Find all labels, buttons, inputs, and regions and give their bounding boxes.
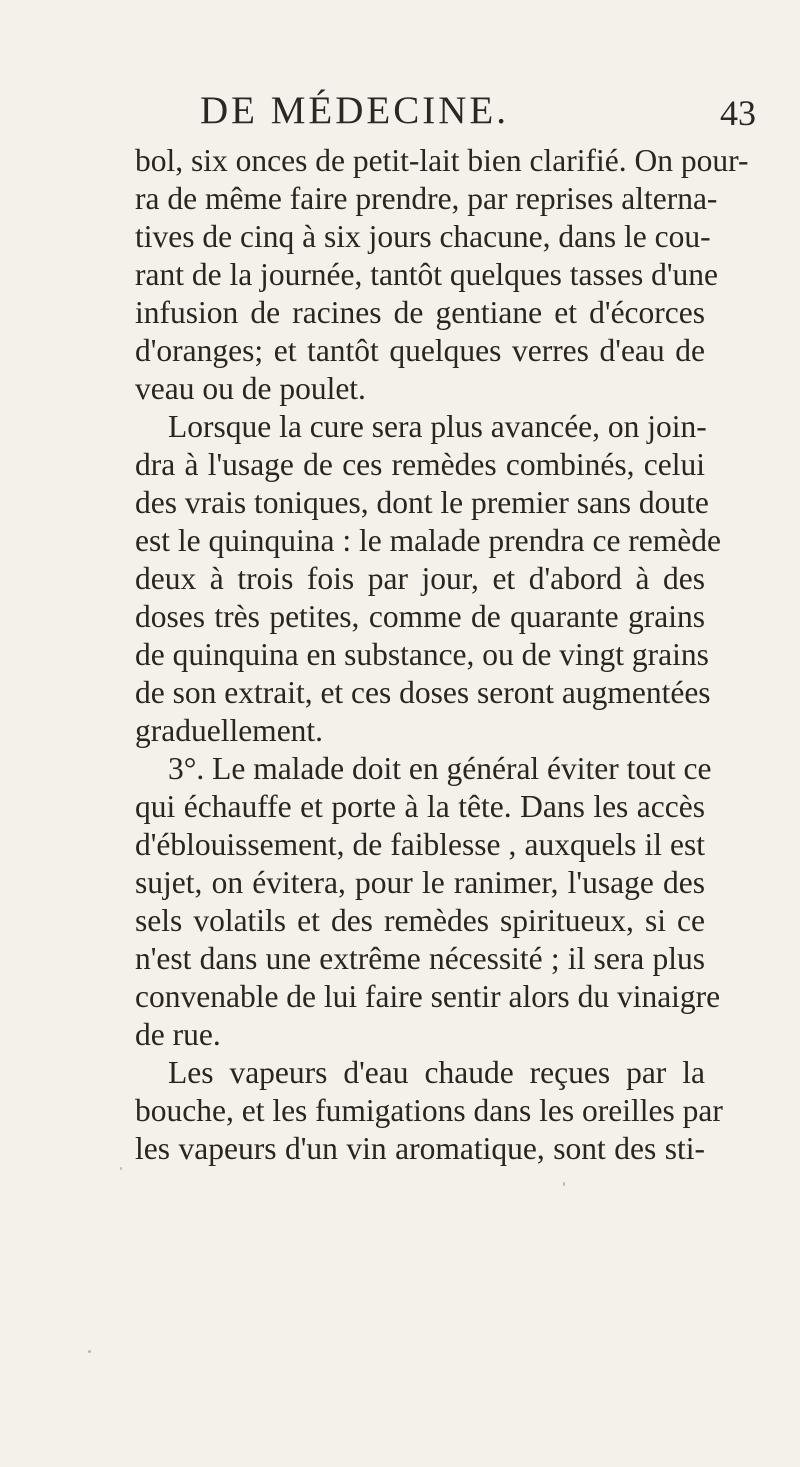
text-line: infusion de racines de gentiane et d'écorces [135, 295, 705, 330]
paper-speck [563, 1182, 565, 1186]
paragraph-first-line: 3°. Le malade doit en général éviter tout ce [168, 751, 712, 786]
text-line: rant de la journée, tantôt quelques tasses d'une [135, 257, 718, 292]
running-title: DE MÉDECINE. [200, 89, 509, 132]
text-line: doses très petites, comme de quarante grains [135, 599, 705, 634]
text-line: sujet, on évitera, pour le ranimer, l'usage des [135, 865, 705, 900]
paragraph-first-line: Les vapeurs d'eau chaude reçues par la [168, 1055, 705, 1090]
text-line: de rue. [135, 1017, 221, 1052]
text-line: les vapeurs d'un vin aromatique, sont des sti- [135, 1131, 705, 1166]
text-line: ra de même faire prendre, par reprises alterna- [135, 181, 718, 216]
text-line: sels volatils et des remèdes spiritueux, si ce [135, 903, 705, 938]
paper-speck [88, 1350, 91, 1353]
page-number: 43 [720, 93, 756, 133]
text-line: convenable de lui faire sentir alors du vinaigre [135, 979, 721, 1014]
text-line: n'est dans une extrême nécessité ; il sera plus [135, 941, 705, 976]
text-line: qui échauffe et porte à la tête. Dans les accès [135, 789, 705, 824]
text-line: des vrais toniques, dont le premier sans doute [135, 485, 709, 520]
paragraph-first-line: Lorsque la cure sera plus avancée, on join- [168, 409, 707, 444]
text-line: bouche, et les fumigations dans les oreilles par [135, 1093, 723, 1128]
text-line: graduellement. [135, 713, 324, 748]
text-line: d'éblouissement, de faiblesse , auxquels il est [135, 827, 705, 862]
text-line: deux à trois fois par jour, et d'abord à des [135, 561, 705, 596]
text-line: bol, six onces de petit-lait bien clarifié. On pour- [135, 143, 749, 178]
text-line: veau ou de poulet. [135, 371, 366, 406]
text-line: de son extrait, et ces doses seront augmentées [135, 675, 711, 710]
paper-speck [120, 1167, 122, 1170]
text-line: tives de cinq à six jours chacune, dans le cou- [135, 219, 711, 254]
text-line: est le quinquina : le malade prendra ce remède [135, 523, 721, 558]
text-line: dra à l'usage de ces remèdes combinés, celui [135, 447, 705, 482]
text-line: de quinquina en substance, ou de vingt grains [135, 637, 709, 672]
text-line: d'oranges; et tantôt quelques verres d'eau de [135, 333, 705, 368]
